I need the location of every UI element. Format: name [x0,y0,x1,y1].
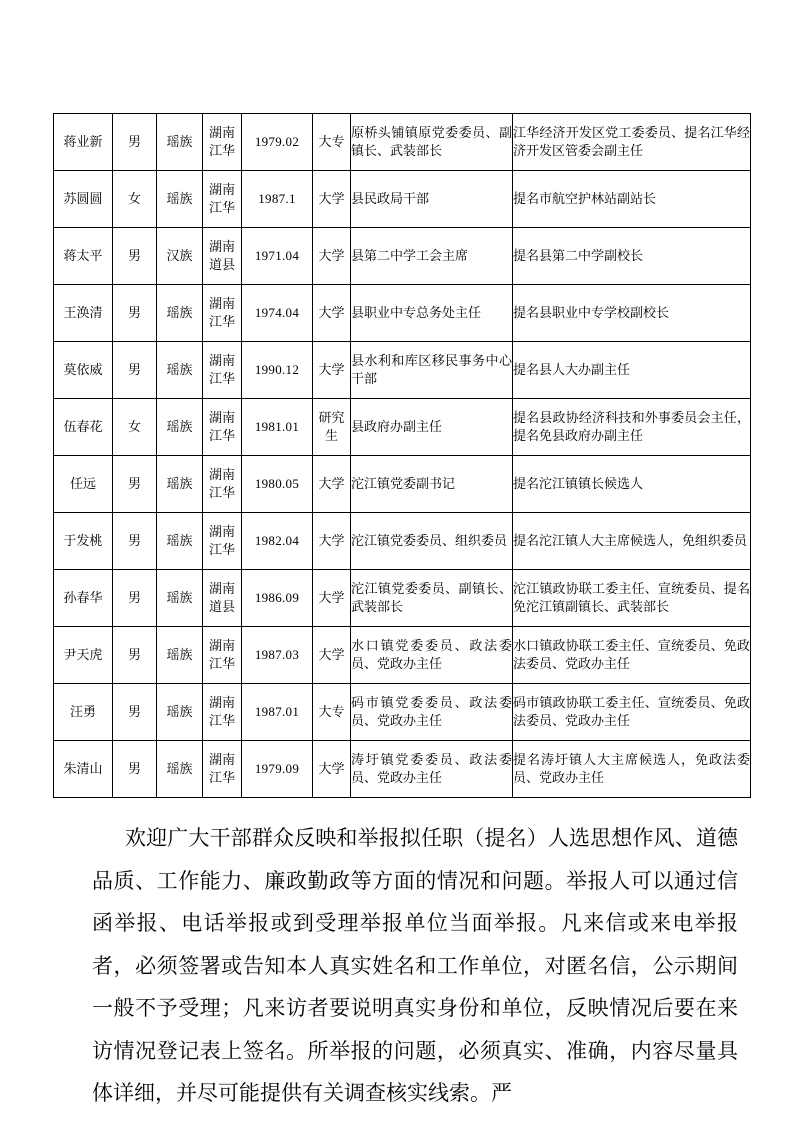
cell-proposed-position: 提名涛圩镇人大主席候选人，免政法委员、党政办主任 [513,741,751,798]
cell-name: 王涣清 [54,285,113,342]
cell-proposed-position: 提名县人大办副主任 [513,342,751,399]
cell-proposed-position: 提名县政协经济科技和外事委员会主任，提名免县政府办副主任 [513,399,751,456]
cell-native-place: 湖南江华 [203,456,242,513]
cell-native-place: 湖南道县 [203,570,242,627]
cell-native-place: 湖南江华 [203,171,242,228]
cell-current-position: 县职业中专总务处主任 [351,285,513,342]
cell-name: 莫依威 [54,342,113,399]
cell-proposed-position: 江华经济开发区党工委委员、提名江华经济开发区管委会副主任 [513,114,751,171]
cell-ethnicity: 瑶族 [157,684,203,741]
cell-proposed-position: 沱江镇政协联工委主任、宣统委员、提名免沱江镇副镇长、武装部长 [513,570,751,627]
cell-gender: 男 [113,741,157,798]
cell-gender: 男 [113,456,157,513]
cell-birth-date: 1986.09 [242,570,313,627]
cell-name: 汪勇 [54,684,113,741]
cell-gender: 男 [113,627,157,684]
cell-native-place: 湖南江华 [203,513,242,570]
cell-proposed-position: 提名沱江镇人大主席候选人，免组织委员 [513,513,751,570]
cell-ethnicity: 瑶族 [157,741,203,798]
cell-native-place: 湖南江华 [203,285,242,342]
cell-birth-date: 1987.1 [242,171,313,228]
cell-birth-date: 1974.04 [242,285,313,342]
cell-current-position: 沱江镇党委委员、副镇长、武装部长 [351,570,513,627]
personnel-table-body [54,114,751,798]
cell-ethnicity: 瑶族 [157,171,203,228]
cell-birth-date: 1982.04 [242,513,313,570]
cell-name: 孙春华 [54,570,113,627]
cell-birth-date: 1987.01 [242,684,313,741]
table-row [54,114,751,171]
cell-ethnicity: 瑶族 [157,513,203,570]
cell-education: 大学 [313,570,351,627]
cell-birth-date: 1979.02 [242,114,313,171]
cell-gender: 男 [113,285,157,342]
cell-ethnicity: 瑶族 [157,285,203,342]
table-row [54,627,751,684]
table-row [54,285,751,342]
cell-gender: 男 [113,114,157,171]
cell-current-position: 县政府办副主任 [351,399,513,456]
cell-gender: 女 [113,399,157,456]
cell-gender: 男 [113,570,157,627]
cell-native-place: 湖南江华 [203,741,242,798]
cell-education: 大学 [313,228,351,285]
cell-gender: 男 [113,513,157,570]
cell-ethnicity: 瑶族 [157,456,203,513]
cell-birth-date: 1971.04 [242,228,313,285]
cell-proposed-position: 提名市航空护林站副站长 [513,171,751,228]
cell-current-position: 沱江镇党委委员、组织委员 [351,513,513,570]
cell-native-place: 湖南道县 [203,228,242,285]
cell-ethnicity: 瑶族 [157,570,203,627]
cell-name: 于发桃 [54,513,113,570]
cell-birth-date: 1981.01 [242,399,313,456]
cell-birth-date: 1979.09 [242,741,313,798]
cell-ethnicity: 瑶族 [157,342,203,399]
cell-ethnicity: 瑶族 [157,399,203,456]
cell-current-position: 水口镇党委委员、政法委员、党政办主任 [351,627,513,684]
table-row [54,741,751,798]
cell-current-position: 县民政局干部 [351,171,513,228]
cell-current-position: 码市镇党委委员、政法委员、党政办主任 [351,684,513,741]
table-row [54,171,751,228]
cell-name: 任远 [54,456,113,513]
cell-education: 研究生 [313,399,351,456]
cell-gender: 男 [113,342,157,399]
table-row [54,513,751,570]
cell-education: 大专 [313,684,351,741]
table-row [54,228,751,285]
cell-native-place: 湖南江华 [203,627,242,684]
cell-proposed-position: 提名县职业中专学校副校长 [513,285,751,342]
cell-ethnicity: 瑶族 [157,114,203,171]
cell-native-place: 湖南江华 [203,684,242,741]
notice-paragraph: 欢迎广大干部群众反映和举报拟任职（提名）人选思想作风、道德品质、工作能力、廉政勤政等方面的情况和问题。举报人可以通过信函举报、电话举报或到受理举报单位当面举报。凡来信或来电举报者，必须签署或告知本人真实姓名和工作单位，对匿名信，公示期间一般不予受理；凡来访者要说明真实身份和单位，反映情况后要在来访情况登记表上签名。所举报的问题，必须真实、准确，内容尽量具体详细，并尽可能提供有关调查核实线索。严 [92,826,738,1105]
cell-name: 朱清山 [54,741,113,798]
cell-name: 蒋业新 [54,114,113,171]
cell-current-position: 县水利和库区移民事务中心干部 [351,342,513,399]
cell-education: 大学 [313,627,351,684]
cell-gender: 男 [113,684,157,741]
cell-proposed-position: 提名县第二中学副校长 [513,228,751,285]
cell-education: 大学 [313,513,351,570]
cell-proposed-position: 码市镇政协联工委主任、宣统委员、免政法委员、党政办主任 [513,684,751,741]
cell-proposed-position: 提名沱江镇镇长候选人 [513,456,751,513]
table-row [54,570,751,627]
cell-name: 蒋太平 [54,228,113,285]
cell-education: 大学 [313,171,351,228]
table-row [54,399,751,456]
cell-birth-date: 1980.05 [242,456,313,513]
cell-education: 大学 [313,285,351,342]
cell-native-place: 湖南江华 [203,342,242,399]
cell-native-place: 湖南江华 [203,399,242,456]
cell-name: 尹天虎 [54,627,113,684]
cell-ethnicity: 汉族 [157,228,203,285]
cell-gender: 男 [113,228,157,285]
cell-education: 大学 [313,342,351,399]
cell-current-position: 涛圩镇党委委员、政法委员、党政办主任 [351,741,513,798]
cell-ethnicity: 瑶族 [157,627,203,684]
table-row [54,342,751,399]
personnel-table [53,113,751,798]
cell-native-place: 湖南江华 [203,114,242,171]
cell-education: 大专 [313,114,351,171]
cell-name: 伍春花 [54,399,113,456]
table-row [54,456,751,513]
cell-name: 苏圆圆 [54,171,113,228]
cell-current-position: 县第二中学工会主席 [351,228,513,285]
table-row [54,684,751,741]
cell-education: 大学 [313,456,351,513]
cell-gender: 女 [113,171,157,228]
cell-proposed-position: 水口镇政协联工委主任、宣统委员、免政法委员、党政办主任 [513,627,751,684]
cell-current-position: 原桥头铺镇原党委委员、副镇长、武装部长 [351,114,513,171]
cell-current-position: 沱江镇党委副书记 [351,456,513,513]
cell-birth-date: 1987.03 [242,627,313,684]
cell-education: 大学 [313,741,351,798]
cell-birth-date: 1990.12 [242,342,313,399]
